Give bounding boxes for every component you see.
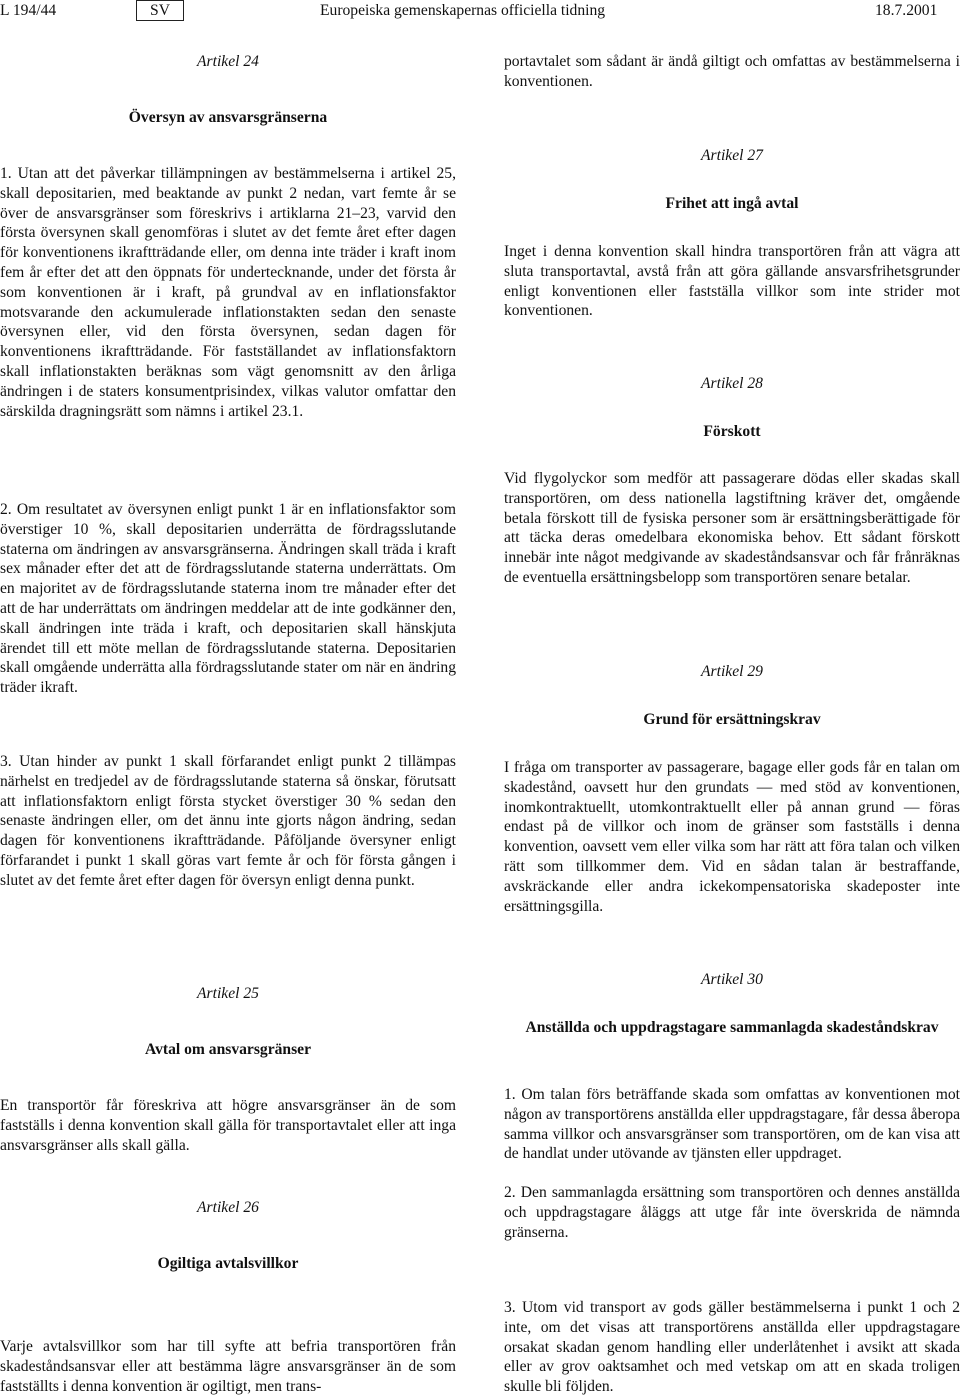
article-24-title: Översyn av ansvarsgränserna [128, 109, 328, 126]
article-29-title: Grund för ersättningskrav [643, 711, 821, 728]
article-26-paragraph: Varje avtalsvillkor som har till syfte att befria transportören från skadeståndsansvar eller att bestämma lägre ansvarsgränser än de som fastställts i denna konvention är ogiltigt, men trans- [0, 1338, 456, 1395]
article-26-label: Artikel 26 [197, 1199, 259, 1216]
article-27-paragraph: Inget i denna konvention skall hindra transportören från att vägra att sluta transportavtal, avstå från att göra gällande ansvarsfrihetsgrunder enligt konventionen eller fastställa villkor som inte strider mot konventionen. [504, 243, 960, 320]
article-24-paragraph-3: 3. Utan hinder av punkt 1 skall förfarandet enligt punkt 2 tillämpas närhelst en tredjedel av de fördragsslutande staterna så önskar, förutsatt att inflationsfaktorn enligt första stycket överstiger 30 % sedan den senaste ändringen eller, om det ännu inte gjorts någon ändring, sedan dagen för konventionens ikraftträdande. Påföljande översyner enligt förfarandet i punkt 1 skall göras vart femte år och för första gången i slutet av det femte året efter dagen för översyn enligt denna punkt. [0, 753, 456, 889]
article-25-paragraph: En transportör får föreskriva att högre ansvarsgränser än de som fastställs i denna konvention skall gälla för transportavtalet eller att inga ansvarsgränser alls skall gälla. [0, 1097, 456, 1154]
article-28-title: Förskott [703, 423, 761, 440]
language-badge: SV [136, 0, 184, 21]
article-30-paragraph-1: 1. Om talan förs beträffande skada som omfattas av konventionen mot någon av transportörens anställda eller uppdragstagare, får dessa åberopa samma villkor och ansvarsgränser som transportören, om de kan visa att de handlat under utövande av tjänsten eller uppdraget. [504, 1086, 960, 1163]
article-28-label: Artikel 28 [701, 375, 763, 392]
article-29-paragraph: I fråga om transporter av passagerare, bagage eller gods får en talan om skadestånd, oavsett hur den grundats — med stöd av konventionen, inomkontraktuellt, utomkontraktuellt eller på annan grund — föras endast på de villkor och inom de gränser som fastställs i denna konvention, oavsett vem eller vilka som har rätt att föra talan och vilken rätt som tillkommer dem. Vid en sådan talan är bestraffande, avskräckande eller andra ickekompensatoriska skadeposter inte ersättningsgilla. [504, 759, 960, 915]
article-27-label: Artikel 27 [701, 147, 763, 164]
article-25-title: Avtal om ansvarsgränser [144, 1041, 312, 1058]
page-reference: L 194/44 [0, 2, 57, 19]
article-30-label: Artikel 30 [701, 971, 763, 988]
article-24-label: Artikel 24 [197, 53, 259, 70]
article-24-paragraph-1: 1. Utan att det påverkar tillämpningen av bestämmelserna i artikel 25, skall depositarien, med beaktande av punkt 2 nedan, vart femte år se över de ansvarsgränser som föreskrivs i artiklarna 21–23, varvid den första översynen skall genomföras i slutet av det femte året efter dagen för konventionens ikraftträdande eller, om denna inte träder i kraft inom fem år efter det att den öppnats för undertecknande, under det första år som konventionen är i kraft, på grundval av en inflationsfaktor motsvarande den ackumulerade inflationstakten sedan den senaste översynen eller, vid den första översynen, sedan dagen för konventionens ikraftträdande. För fastställandet av inflationsfaktorn skall inflationstakten beräknas som vägt genomsnitt av den årliga ändringen i de staters konsumentprisindex, vilkas valutor omfattar den särskilda dragningsrätt som nämns i artikel 23.1. [0, 165, 456, 420]
article-30-paragraph-3: 3. Utom vid transport av gods gäller bestämmelserna i punkt 1 och 2 inte, om det visas att transportörens anställda eller uppdragstagare orsakat skadan genom handling eller underlåtenhet i avsikt att skada eller av grov oaktsamhet och med vetskap om att en skada troligen skulle bli följden. [504, 1299, 960, 1396]
article-27-title: Frihet att ingå avtal [665, 195, 799, 212]
continuation-paragraph: portavtalet som sådant är ändå giltigt och omfattas av bestämmelserna i konventionen. [504, 53, 960, 90]
article-28-paragraph: Vid flygolyckor som medför att passagerare dödas eller skadas skall transportören, om dess nationella lagstiftning kräver det, omgående betala förskott till de fysiska personer som är ersättningsberättigade för att täcka deras omedelbara ekonomiska behov. Ett sådant förskott innebär inte något medgivande av skadeståndsansvar och får frånräknas de eventuella ersättningsbelopp som transportören senare betalar. [504, 470, 960, 586]
article-29-label: Artikel 29 [701, 663, 763, 680]
journal-title: Europeiska gemenskapernas officiella tidning [320, 2, 606, 19]
article-26-title: Ogiltiga avtalsvillkor [157, 1255, 299, 1272]
article-30-title: Anställda och uppdragstagare sammanlagda skadeståndskrav [525, 1019, 939, 1036]
article-24-paragraph-2: 2. Om resultatet av översynen enligt punkt 1 är en inflationsfaktor som överstiger 10 %, skall depositarien underrätta de fördragsslutande staterna om ändringen av ansvarsgränserna. Ändringen skall träda i kraft sex månader efter det att de fördragsslutande staterna underrättats. Om en majoritet av de fördragsslutande staterna inom tre månader efter det att de har underrättats om ändringen meddelar att de inte godkänner den, skall ändringen inte träda i kraft, och depositarien skall hänskjuta ärendet till ett möte mellan de fördragsslutande staterna. Depositarien skall omgående underrätta alla fördragsslutande stater om när en ändring träder ikraft. [0, 501, 456, 697]
article-30-paragraph-2: 2. Den sammanlagda ersättning som transportören och dennes anställda och uppdragstagare åläggs att utge får inte överskrida de nämnda gränserna. [504, 1184, 960, 1241]
article-25-label: Artikel 25 [197, 985, 259, 1002]
publication-date: 18.7.2001 [875, 2, 938, 19]
page-header [0, 0, 960, 24]
